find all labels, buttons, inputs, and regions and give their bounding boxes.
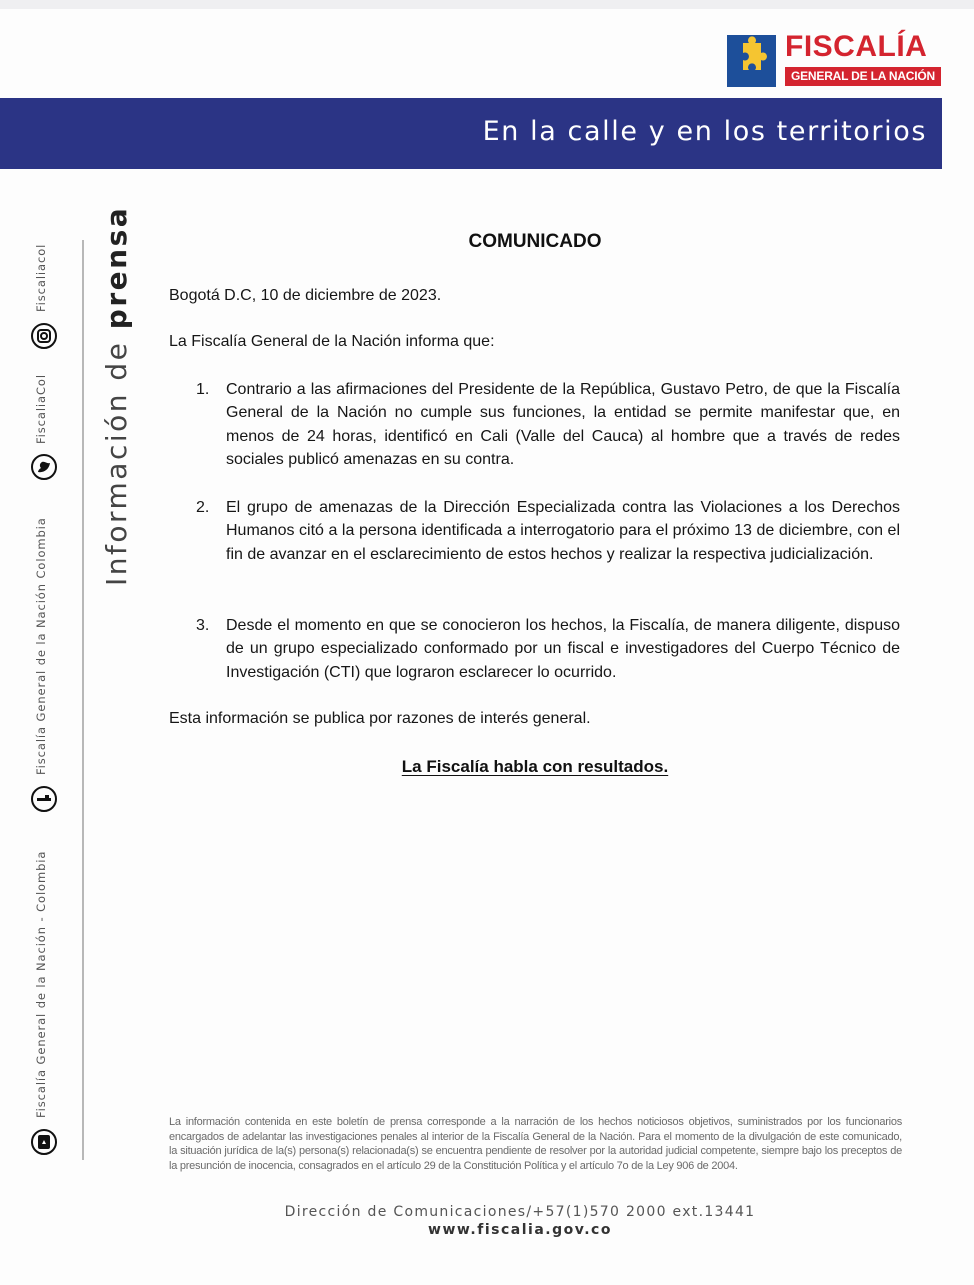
section-label [100,206,133,586]
top-strip [0,0,974,9]
note-text: Esta información se publica por razones de interés general. [169,710,591,727]
banner-slogan: En la calle y en los territorios [482,116,927,147]
website-link[interactable]: www.fiscalia.gov.co [428,1222,612,1238]
list-item [196,378,900,471]
contact-info: Dirección de Comunicaciones/+57(1)570 2000 ext.13441 [284,1204,756,1220]
section-label-light: Información de [100,329,133,586]
social-facebook-label[interactable]: Fiscalía General de la Nación Colombia [34,517,48,775]
puzzle-piece-icon [727,35,776,87]
instagram-icon[interactable] [31,323,57,349]
list-item [196,496,900,566]
disclaimer: La información contenida en este boletín de prensa corresponde a la narración de los hechos noticiosos objetivos, suministrados por los funcionarios encargados de adelantar las investigaciones penales al interior de la Fiscalía General de la Nación. Para el momento de la divulgación de este comunicado, la situación jurídica de la(s) persona(s) relacionada(s) se encuentra pendiente de resolver por la autoridad judicial competente, siempre bajo los preceptos de la presunción de inocencia, consagrados en el artículo 29 de la Constitución Política y el artículo 7o de la Ley 906 de 2004. [169,1116,902,1172]
list-item-text: El grupo de amenazas de la Dirección Especializada contra las Violaciones a los Derechos Humanos citó a la persona identificada a interrogatorio para el próximo 13 de diciembre, con el fin de avanzar en el esclarecimiento de estos hechos y realizar la respectiva judicialización. [226,499,900,563]
dateline: Bogotá D.C, 10 de diciembre de 2023. [169,287,442,304]
youtube-icon[interactable] [31,1129,57,1155]
facebook-icon[interactable] [31,786,57,812]
logo-brand: FISCALÍA [785,30,928,63]
logo-subtitle: GENERAL DE LA NACIÓN [785,67,941,86]
closing-statement [160,757,910,777]
social-twitter-label[interactable]: FiscaliaCol [34,374,48,444]
closing-text: La Fiscalía habla con resultados. [401,757,669,776]
list-item-text: Desde el momento en que se conocieron los hechos, la Fiscalía, de manera diligente, dispuso de un grupo especializado conformado por un fiscal e investigadores del Cuerpo Técnico de Investigación (CTI) que lograron esclarecer lo ocurrido. [226,617,900,681]
social-instagram-label[interactable]: Fiscaliacol [34,243,48,312]
social-youtube-label[interactable]: Fiscalía General de la Nación - Colombia [34,850,48,1118]
list-item [196,614,900,684]
header-banner [0,98,942,169]
list-item-number: 1. [196,381,210,398]
list-item-number: 3. [196,617,210,634]
list-item-text: Contrario a las afirmaciones del Presidente de la República, Gustavo Petro, de que la Fiscalía General de la Nación no cumple sus funciones, la entidad se permite manifestar que, en menos de 24 horas, identificó en Cali (Valle del Cauca) al hombre que a través de redes sociales publicó amenazas en su contra. [226,381,900,468]
section-label-bold: prensa [100,205,133,330]
intro-text: La Fiscalía General de la Nación informa que: [169,333,495,350]
twitter-icon[interactable] [31,454,57,480]
list-item-number: 2. [196,499,210,516]
fiscalia-logo [727,30,943,88]
document-title: COMUNICADO [468,231,602,252]
margin-divider [82,240,84,1160]
